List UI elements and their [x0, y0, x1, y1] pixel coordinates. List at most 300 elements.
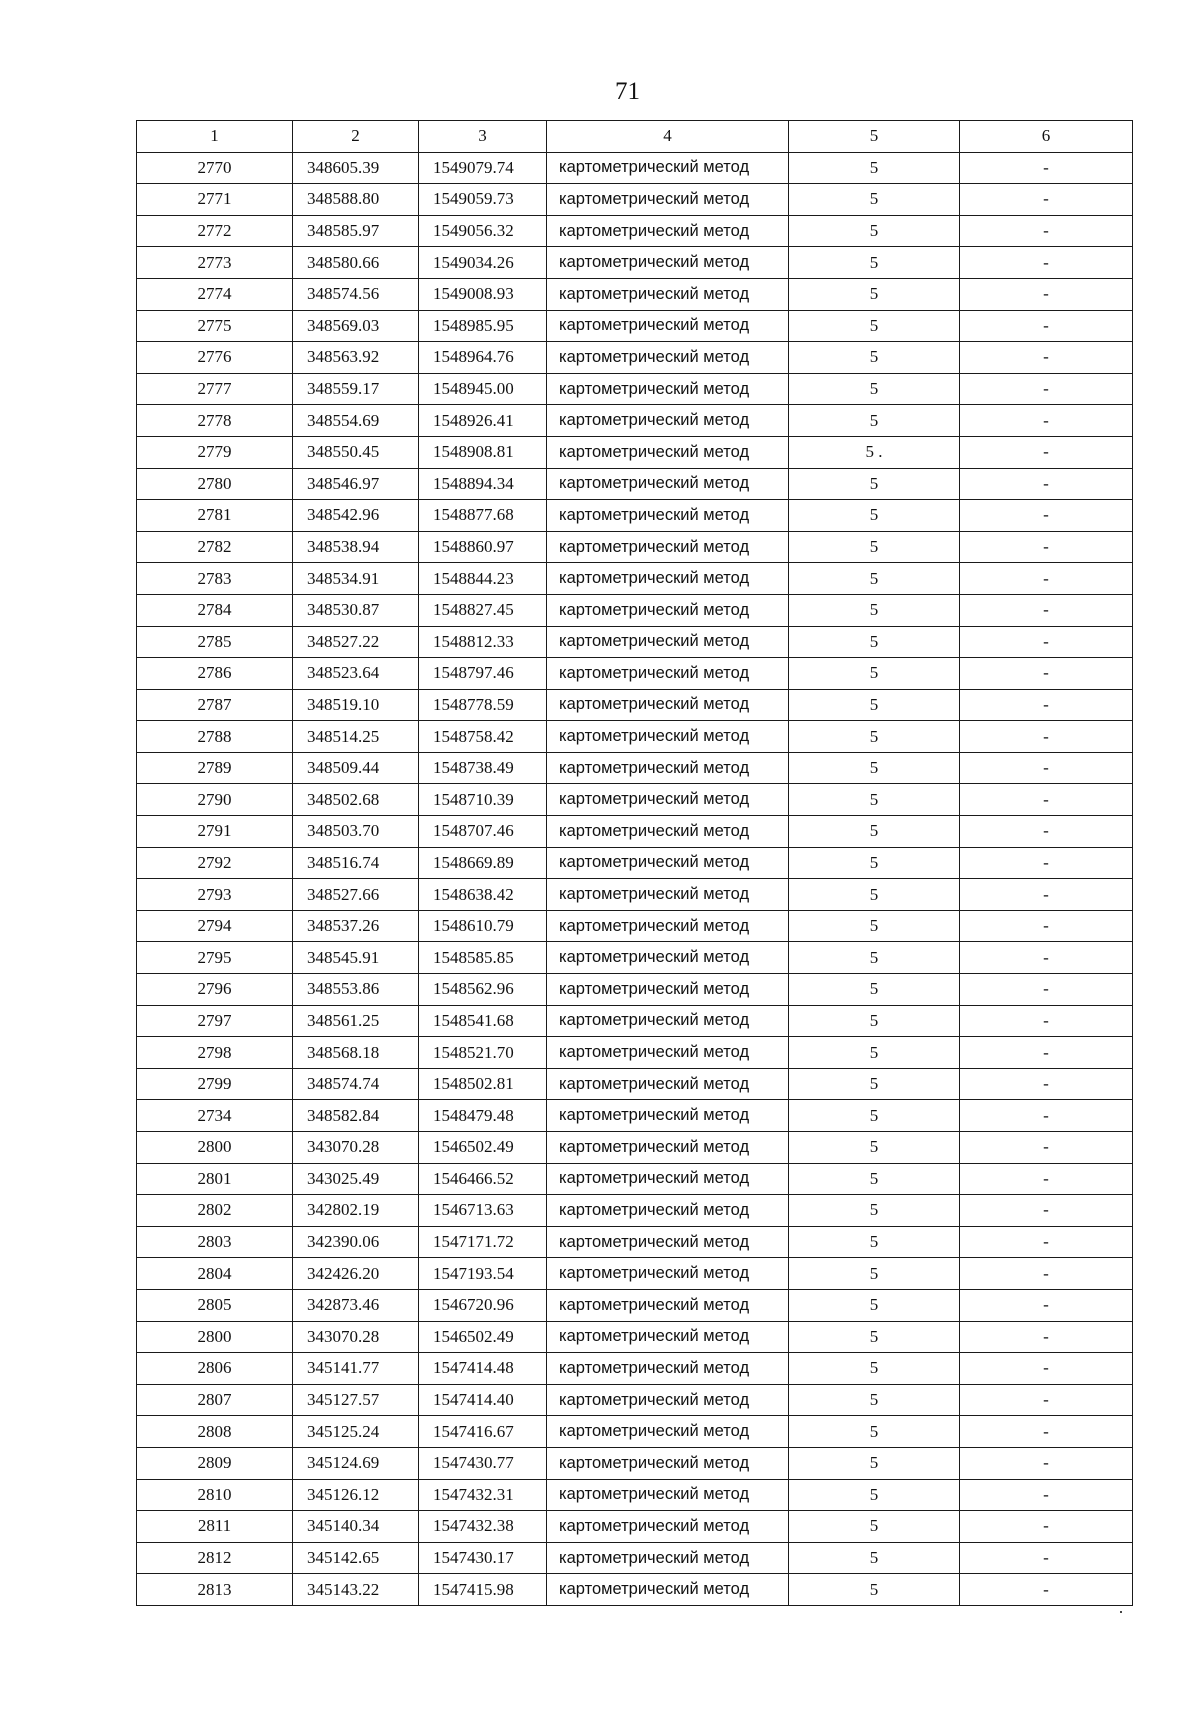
- method-cell: картометрический метод: [547, 1037, 789, 1069]
- point-number-cell: 2808: [137, 1416, 293, 1448]
- point-number-cell: 2809: [137, 1447, 293, 1479]
- table-header-row: [137, 121, 1133, 153]
- method-cell: картометрический метод: [547, 1353, 789, 1385]
- method-cell: картометрический метод: [547, 436, 789, 468]
- point-number-cell: 2774: [137, 278, 293, 310]
- description-cell: -: [960, 184, 1133, 216]
- accuracy-cell: 5: [789, 152, 960, 184]
- method-cell: картометрический метод: [547, 879, 789, 911]
- x-coordinate-cell: 348545.91: [293, 942, 419, 974]
- point-number-cell: 2770: [137, 152, 293, 184]
- table-row: [137, 215, 1133, 247]
- table-row: [137, 531, 1133, 563]
- description-cell: -: [960, 563, 1133, 595]
- description-cell: -: [960, 784, 1133, 816]
- method-cell: картометрический метод: [547, 278, 789, 310]
- table-row: [137, 658, 1133, 690]
- x-coordinate-cell: 348538.94: [293, 531, 419, 563]
- point-number-cell: 2800: [137, 1132, 293, 1164]
- point-number-cell: 2806: [137, 1353, 293, 1385]
- table-row: [137, 1195, 1133, 1227]
- y-coordinate-cell: 1546502.49: [419, 1321, 547, 1353]
- x-coordinate-cell: 348502.68: [293, 784, 419, 816]
- accuracy-cell: 5: [789, 689, 960, 721]
- x-coordinate-cell: 348561.25: [293, 1005, 419, 1037]
- table-row: [137, 500, 1133, 532]
- table-row: [137, 594, 1133, 626]
- description-cell: -: [960, 310, 1133, 342]
- method-cell: картометрический метод: [547, 1321, 789, 1353]
- table-row: [137, 1226, 1133, 1258]
- table-row: [137, 752, 1133, 784]
- column-header: 4: [547, 121, 789, 153]
- y-coordinate-cell: 1547416.67: [419, 1416, 547, 1448]
- method-cell: картометрический метод: [547, 563, 789, 595]
- description-cell: -: [960, 247, 1133, 279]
- point-number-cell: 2793: [137, 879, 293, 911]
- method-cell: картометрический метод: [547, 1289, 789, 1321]
- table-row: [137, 1479, 1133, 1511]
- method-cell: картометрический метод: [547, 468, 789, 500]
- y-coordinate-cell: 1548812.33: [419, 626, 547, 658]
- method-cell: картометрический метод: [547, 784, 789, 816]
- scan-speck: [1120, 1611, 1122, 1613]
- table-row: [137, 1068, 1133, 1100]
- method-cell: картометрический метод: [547, 310, 789, 342]
- x-coordinate-cell: 348563.92: [293, 342, 419, 374]
- y-coordinate-cell: 1547414.40: [419, 1384, 547, 1416]
- x-coordinate-cell: 343070.28: [293, 1132, 419, 1164]
- description-cell: -: [960, 500, 1133, 532]
- y-coordinate-cell: 1548669.89: [419, 847, 547, 879]
- x-coordinate-cell: 345125.24: [293, 1416, 419, 1448]
- description-cell: -: [960, 1100, 1133, 1132]
- y-coordinate-cell: 1548585.85: [419, 942, 547, 974]
- description-cell: -: [960, 436, 1133, 468]
- x-coordinate-cell: 345143.22: [293, 1574, 419, 1606]
- accuracy-cell: 5: [789, 784, 960, 816]
- description-cell: -: [960, 1447, 1133, 1479]
- x-coordinate-cell: 348503.70: [293, 816, 419, 848]
- x-coordinate-cell: 348514.25: [293, 721, 419, 753]
- point-number-cell: 2773: [137, 247, 293, 279]
- description-cell: -: [960, 1384, 1133, 1416]
- x-coordinate-cell: 348580.66: [293, 247, 419, 279]
- accuracy-cell: 5: [789, 373, 960, 405]
- point-number-cell: 2791: [137, 816, 293, 848]
- method-cell: картометрический метод: [547, 1226, 789, 1258]
- accuracy-cell: 5: [789, 594, 960, 626]
- point-number-cell: 2807: [137, 1384, 293, 1416]
- x-coordinate-cell: 348527.22: [293, 626, 419, 658]
- x-coordinate-cell: 345124.69: [293, 1447, 419, 1479]
- y-coordinate-cell: 1546466.52: [419, 1163, 547, 1195]
- method-cell: картометрический метод: [547, 1447, 789, 1479]
- y-coordinate-cell: 1549008.93: [419, 278, 547, 310]
- y-coordinate-cell: 1548860.97: [419, 531, 547, 563]
- table-body: [137, 152, 1133, 1605]
- accuracy-cell: 5: [789, 942, 960, 974]
- table-row: [137, 247, 1133, 279]
- accuracy-cell: 5 .: [789, 436, 960, 468]
- table-row: [137, 1037, 1133, 1069]
- method-cell: картометрический метод: [547, 1132, 789, 1164]
- accuracy-cell: 5: [789, 1163, 960, 1195]
- x-coordinate-cell: 345142.65: [293, 1542, 419, 1574]
- point-number-cell: 2784: [137, 594, 293, 626]
- accuracy-cell: 5: [789, 658, 960, 690]
- accuracy-cell: 5: [789, 278, 960, 310]
- point-number-cell: 2771: [137, 184, 293, 216]
- y-coordinate-cell: 1548707.46: [419, 816, 547, 848]
- y-coordinate-cell: 1549056.32: [419, 215, 547, 247]
- accuracy-cell: 5: [789, 1384, 960, 1416]
- description-cell: -: [960, 847, 1133, 879]
- point-number-cell: 2778: [137, 405, 293, 437]
- point-number-cell: 2795: [137, 942, 293, 974]
- description-cell: -: [960, 1479, 1133, 1511]
- y-coordinate-cell: 1548778.59: [419, 689, 547, 721]
- table-row: [137, 184, 1133, 216]
- method-cell: картометрический метод: [547, 215, 789, 247]
- x-coordinate-cell: 348605.39: [293, 152, 419, 184]
- method-cell: картометрический метод: [547, 1479, 789, 1511]
- column-header: 5: [789, 121, 960, 153]
- y-coordinate-cell: 1547414.48: [419, 1353, 547, 1385]
- description-cell: -: [960, 215, 1133, 247]
- x-coordinate-cell: 348527.66: [293, 879, 419, 911]
- accuracy-cell: 5: [789, 1289, 960, 1321]
- description-cell: -: [960, 658, 1133, 690]
- description-cell: -: [960, 1068, 1133, 1100]
- accuracy-cell: 5: [789, 974, 960, 1006]
- method-cell: картометрический метод: [547, 816, 789, 848]
- y-coordinate-cell: 1547432.31: [419, 1479, 547, 1511]
- description-cell: -: [960, 1132, 1133, 1164]
- x-coordinate-cell: 348523.64: [293, 658, 419, 690]
- column-header: 3: [419, 121, 547, 153]
- y-coordinate-cell: 1548894.34: [419, 468, 547, 500]
- description-cell: -: [960, 689, 1133, 721]
- point-number-cell: 2794: [137, 910, 293, 942]
- method-cell: картометрический метод: [547, 247, 789, 279]
- method-cell: картометрический метод: [547, 721, 789, 753]
- table-row: [137, 1163, 1133, 1195]
- accuracy-cell: 5: [789, 1132, 960, 1164]
- table-row: [137, 626, 1133, 658]
- point-number-cell: 2802: [137, 1195, 293, 1227]
- description-cell: -: [960, 1416, 1133, 1448]
- table-row: [137, 152, 1133, 184]
- point-number-cell: 2775: [137, 310, 293, 342]
- y-coordinate-cell: 1548758.42: [419, 721, 547, 753]
- table-row: [137, 1353, 1133, 1385]
- y-coordinate-cell: 1548541.68: [419, 1005, 547, 1037]
- y-coordinate-cell: 1547432.38: [419, 1511, 547, 1543]
- x-coordinate-cell: 348582.84: [293, 1100, 419, 1132]
- table-row: [137, 436, 1133, 468]
- description-cell: -: [960, 1195, 1133, 1227]
- point-number-cell: 2786: [137, 658, 293, 690]
- description-cell: -: [960, 152, 1133, 184]
- table-row: [137, 310, 1133, 342]
- description-cell: -: [960, 626, 1133, 658]
- y-coordinate-cell: 1548610.79: [419, 910, 547, 942]
- table-row: [137, 910, 1133, 942]
- y-coordinate-cell: 1548521.70: [419, 1037, 547, 1069]
- table-row: [137, 278, 1133, 310]
- description-cell: -: [960, 1511, 1133, 1543]
- y-coordinate-cell: 1548502.81: [419, 1068, 547, 1100]
- y-coordinate-cell: 1547171.72: [419, 1226, 547, 1258]
- y-coordinate-cell: 1547415.98: [419, 1574, 547, 1606]
- x-coordinate-cell: 348550.45: [293, 436, 419, 468]
- description-cell: -: [960, 1353, 1133, 1385]
- point-number-cell: 2803: [137, 1226, 293, 1258]
- accuracy-cell: 5: [789, 1100, 960, 1132]
- method-cell: картометрический метод: [547, 373, 789, 405]
- point-number-cell: 2790: [137, 784, 293, 816]
- method-cell: картометрический метод: [547, 1542, 789, 1574]
- description-cell: -: [960, 910, 1133, 942]
- description-cell: -: [960, 342, 1133, 374]
- accuracy-cell: 5: [789, 1321, 960, 1353]
- point-number-cell: 2783: [137, 563, 293, 595]
- method-cell: картометрический метод: [547, 531, 789, 563]
- page-number: 71: [615, 78, 640, 105]
- x-coordinate-cell: 345140.34: [293, 1511, 419, 1543]
- method-cell: картометрический метод: [547, 1416, 789, 1448]
- table-row: [137, 689, 1133, 721]
- x-coordinate-cell: 348516.74: [293, 847, 419, 879]
- description-cell: -: [960, 1005, 1133, 1037]
- y-coordinate-cell: 1548738.49: [419, 752, 547, 784]
- point-number-cell: 2805: [137, 1289, 293, 1321]
- description-cell: -: [960, 1037, 1133, 1069]
- method-cell: картометрический метод: [547, 184, 789, 216]
- y-coordinate-cell: 1548926.41: [419, 405, 547, 437]
- y-coordinate-cell: 1548827.45: [419, 594, 547, 626]
- method-cell: картометрический метод: [547, 847, 789, 879]
- description-cell: -: [960, 531, 1133, 563]
- y-coordinate-cell: 1549034.26: [419, 247, 547, 279]
- accuracy-cell: 5: [789, 1005, 960, 1037]
- x-coordinate-cell: 348559.17: [293, 373, 419, 405]
- x-coordinate-cell: 348554.69: [293, 405, 419, 437]
- x-coordinate-cell: 348553.86: [293, 974, 419, 1006]
- table-row: [137, 563, 1133, 595]
- accuracy-cell: 5: [789, 1416, 960, 1448]
- accuracy-cell: 5: [789, 215, 960, 247]
- table-row: [137, 816, 1133, 848]
- point-number-cell: 2780: [137, 468, 293, 500]
- method-cell: картометрический метод: [547, 152, 789, 184]
- point-number-cell: 2812: [137, 1542, 293, 1574]
- x-coordinate-cell: 348534.91: [293, 563, 419, 595]
- description-cell: -: [960, 752, 1133, 784]
- coordinates-table: [136, 120, 1133, 1606]
- table-row: [137, 1574, 1133, 1606]
- x-coordinate-cell: 348574.74: [293, 1068, 419, 1100]
- point-number-cell: 2796: [137, 974, 293, 1006]
- accuracy-cell: 5: [789, 626, 960, 658]
- table-row: [137, 1542, 1133, 1574]
- y-coordinate-cell: 1548877.68: [419, 500, 547, 532]
- point-number-cell: 2779: [137, 436, 293, 468]
- table-row: [137, 942, 1133, 974]
- description-cell: -: [960, 816, 1133, 848]
- y-coordinate-cell: 1547430.17: [419, 1542, 547, 1574]
- point-number-cell: 2799: [137, 1068, 293, 1100]
- method-cell: картометрический метод: [547, 1511, 789, 1543]
- x-coordinate-cell: 348546.97: [293, 468, 419, 500]
- method-cell: картометрический метод: [547, 1163, 789, 1195]
- y-coordinate-cell: 1546720.96: [419, 1289, 547, 1321]
- table-row: [137, 721, 1133, 753]
- table-row: [137, 1384, 1133, 1416]
- x-coordinate-cell: 348530.87: [293, 594, 419, 626]
- accuracy-cell: 5: [789, 816, 960, 848]
- y-coordinate-cell: 1546502.49: [419, 1132, 547, 1164]
- accuracy-cell: 5: [789, 563, 960, 595]
- point-number-cell: 2782: [137, 531, 293, 563]
- y-coordinate-cell: 1548908.81: [419, 436, 547, 468]
- point-number-cell: 2810: [137, 1479, 293, 1511]
- table-row: [137, 342, 1133, 374]
- table-row: [137, 1100, 1133, 1132]
- table-row: [137, 405, 1133, 437]
- y-coordinate-cell: 1548638.42: [419, 879, 547, 911]
- accuracy-cell: 5: [789, 184, 960, 216]
- x-coordinate-cell: 348585.97: [293, 215, 419, 247]
- table-row: [137, 1511, 1133, 1543]
- table-row: [137, 974, 1133, 1006]
- accuracy-cell: 5: [789, 247, 960, 279]
- method-cell: картометрический метод: [547, 1574, 789, 1606]
- table-row: [137, 1258, 1133, 1290]
- x-coordinate-cell: 348588.80: [293, 184, 419, 216]
- description-cell: -: [960, 1542, 1133, 1574]
- accuracy-cell: 5: [789, 310, 960, 342]
- x-coordinate-cell: 342873.46: [293, 1289, 419, 1321]
- point-number-cell: 2772: [137, 215, 293, 247]
- x-coordinate-cell: 345127.57: [293, 1384, 419, 1416]
- table-row: [137, 1005, 1133, 1037]
- point-number-cell: 2787: [137, 689, 293, 721]
- table-row: [137, 1289, 1133, 1321]
- column-header: 6: [960, 121, 1133, 153]
- method-cell: картометрический метод: [547, 1195, 789, 1227]
- accuracy-cell: 5: [789, 1226, 960, 1258]
- x-coordinate-cell: 348574.56: [293, 278, 419, 310]
- y-coordinate-cell: 1548985.95: [419, 310, 547, 342]
- table-row: [137, 1321, 1133, 1353]
- method-cell: картометрический метод: [547, 500, 789, 532]
- y-coordinate-cell: 1548710.39: [419, 784, 547, 816]
- x-coordinate-cell: 342802.19: [293, 1195, 419, 1227]
- point-number-cell: 2813: [137, 1574, 293, 1606]
- accuracy-cell: 5: [789, 500, 960, 532]
- table-row: [137, 1416, 1133, 1448]
- point-number-cell: 2811: [137, 1511, 293, 1543]
- method-cell: картометрический метод: [547, 910, 789, 942]
- description-cell: -: [960, 373, 1133, 405]
- point-number-cell: 2801: [137, 1163, 293, 1195]
- accuracy-cell: 5: [789, 910, 960, 942]
- x-coordinate-cell: 348542.96: [293, 500, 419, 532]
- x-coordinate-cell: 348509.44: [293, 752, 419, 784]
- description-cell: -: [960, 721, 1133, 753]
- y-coordinate-cell: 1548479.48: [419, 1100, 547, 1132]
- y-coordinate-cell: 1548844.23: [419, 563, 547, 595]
- accuracy-cell: 5: [789, 1037, 960, 1069]
- x-coordinate-cell: 348537.26: [293, 910, 419, 942]
- description-cell: -: [960, 468, 1133, 500]
- description-cell: -: [960, 1321, 1133, 1353]
- description-cell: -: [960, 1163, 1133, 1195]
- y-coordinate-cell: 1549079.74: [419, 152, 547, 184]
- column-header: 2: [293, 121, 419, 153]
- x-coordinate-cell: 348568.18: [293, 1037, 419, 1069]
- method-cell: картометрический метод: [547, 689, 789, 721]
- point-number-cell: 2804: [137, 1258, 293, 1290]
- method-cell: картометрический метод: [547, 658, 789, 690]
- table-row: [137, 1447, 1133, 1479]
- point-number-cell: 2781: [137, 500, 293, 532]
- accuracy-cell: 5: [789, 1479, 960, 1511]
- column-header: 1: [137, 121, 293, 153]
- accuracy-cell: 5: [789, 1542, 960, 1574]
- table-row: [137, 847, 1133, 879]
- method-cell: картометрический метод: [547, 1384, 789, 1416]
- method-cell: картометрический метод: [547, 974, 789, 1006]
- y-coordinate-cell: 1548797.46: [419, 658, 547, 690]
- method-cell: картометрический метод: [547, 752, 789, 784]
- y-coordinate-cell: 1547430.77: [419, 1447, 547, 1479]
- y-coordinate-cell: 1549059.73: [419, 184, 547, 216]
- description-cell: -: [960, 594, 1133, 626]
- accuracy-cell: 5: [789, 1353, 960, 1385]
- method-cell: картометрический метод: [547, 1100, 789, 1132]
- description-cell: -: [960, 1258, 1133, 1290]
- point-number-cell: 2800: [137, 1321, 293, 1353]
- table-row: [137, 1132, 1133, 1164]
- method-cell: картометрический метод: [547, 1258, 789, 1290]
- x-coordinate-cell: 348519.10: [293, 689, 419, 721]
- accuracy-cell: 5: [789, 405, 960, 437]
- description-cell: -: [960, 405, 1133, 437]
- point-number-cell: 2788: [137, 721, 293, 753]
- point-number-cell: 2798: [137, 1037, 293, 1069]
- table-row: [137, 784, 1133, 816]
- y-coordinate-cell: 1548562.96: [419, 974, 547, 1006]
- method-cell: картометрический метод: [547, 342, 789, 374]
- description-cell: -: [960, 879, 1133, 911]
- x-coordinate-cell: 345141.77: [293, 1353, 419, 1385]
- table-row: [137, 468, 1133, 500]
- description-cell: -: [960, 1226, 1133, 1258]
- y-coordinate-cell: 1546713.63: [419, 1195, 547, 1227]
- x-coordinate-cell: 343025.49: [293, 1163, 419, 1195]
- accuracy-cell: 5: [789, 752, 960, 784]
- point-number-cell: 2797: [137, 1005, 293, 1037]
- method-cell: картометрический метод: [547, 1068, 789, 1100]
- method-cell: картометрический метод: [547, 405, 789, 437]
- y-coordinate-cell: 1547193.54: [419, 1258, 547, 1290]
- x-coordinate-cell: 345126.12: [293, 1479, 419, 1511]
- accuracy-cell: 5: [789, 847, 960, 879]
- point-number-cell: 2777: [137, 373, 293, 405]
